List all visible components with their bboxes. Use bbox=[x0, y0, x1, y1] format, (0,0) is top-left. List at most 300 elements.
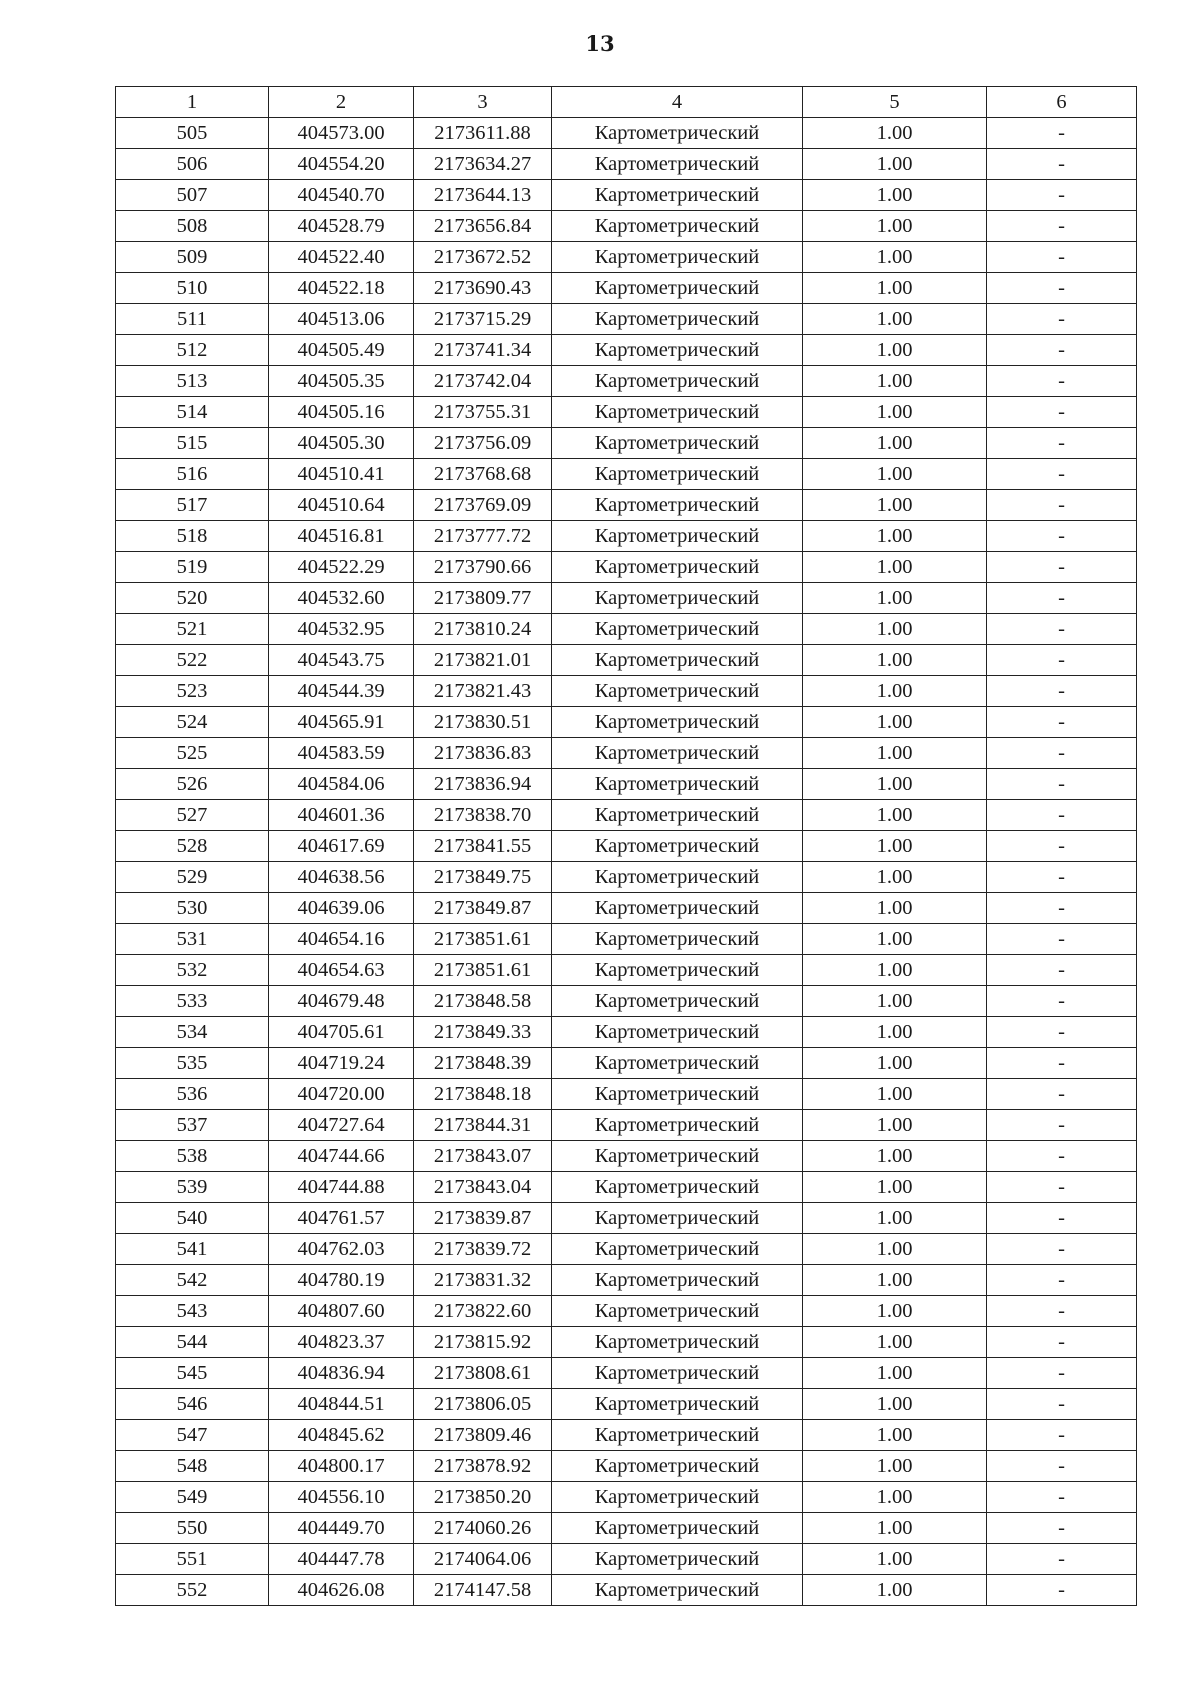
table-body bbox=[116, 118, 1137, 1606]
y-coordinate-cell: 2173672.52 bbox=[414, 242, 552, 273]
table-row bbox=[116, 738, 1137, 769]
method-cell: Картометрический bbox=[552, 428, 803, 459]
method-cell: Картометрический bbox=[552, 552, 803, 583]
y-coordinate-cell: 2173634.27 bbox=[414, 149, 552, 180]
x-coordinate-cell: 404654.16 bbox=[269, 924, 414, 955]
y-coordinate-cell: 2173839.87 bbox=[414, 1203, 552, 1234]
table-row bbox=[116, 893, 1137, 924]
table-row bbox=[116, 645, 1137, 676]
note-cell: - bbox=[987, 1327, 1137, 1358]
method-cell: Картометрический bbox=[552, 676, 803, 707]
table-row bbox=[116, 831, 1137, 862]
point-number-cell: 534 bbox=[116, 1017, 269, 1048]
column-header-5: 5 bbox=[803, 87, 987, 118]
table-row bbox=[116, 1265, 1137, 1296]
accuracy-cell: 1.00 bbox=[803, 211, 987, 242]
table-row bbox=[116, 273, 1137, 304]
x-coordinate-cell: 404565.91 bbox=[269, 707, 414, 738]
note-cell: - bbox=[987, 366, 1137, 397]
note-cell: - bbox=[987, 1079, 1137, 1110]
method-cell: Картометрический bbox=[552, 1327, 803, 1358]
point-number-cell: 547 bbox=[116, 1420, 269, 1451]
y-coordinate-cell: 2173839.72 bbox=[414, 1234, 552, 1265]
note-cell: - bbox=[987, 986, 1137, 1017]
x-coordinate-cell: 404727.64 bbox=[269, 1110, 414, 1141]
x-coordinate-cell: 404510.41 bbox=[269, 459, 414, 490]
y-coordinate-cell: 2173611.88 bbox=[414, 118, 552, 149]
note-cell: - bbox=[987, 1544, 1137, 1575]
accuracy-cell: 1.00 bbox=[803, 986, 987, 1017]
x-coordinate-cell: 404719.24 bbox=[269, 1048, 414, 1079]
x-coordinate-cell: 404505.16 bbox=[269, 397, 414, 428]
x-coordinate-cell: 404556.10 bbox=[269, 1482, 414, 1513]
method-cell: Картометрический bbox=[552, 614, 803, 645]
x-coordinate-cell: 404720.00 bbox=[269, 1079, 414, 1110]
page-number: 13 bbox=[585, 31, 615, 56]
point-number-cell: 548 bbox=[116, 1451, 269, 1482]
accuracy-cell: 1.00 bbox=[803, 1079, 987, 1110]
y-coordinate-cell: 2173849.87 bbox=[414, 893, 552, 924]
table-row bbox=[116, 1358, 1137, 1389]
method-cell: Картометрический bbox=[552, 707, 803, 738]
y-coordinate-cell: 2173690.43 bbox=[414, 273, 552, 304]
accuracy-cell: 1.00 bbox=[803, 1172, 987, 1203]
x-coordinate-cell: 404522.29 bbox=[269, 552, 414, 583]
point-number-cell: 533 bbox=[116, 986, 269, 1017]
table-row bbox=[116, 242, 1137, 273]
method-cell: Картометрический bbox=[552, 955, 803, 986]
method-cell: Картометрический bbox=[552, 490, 803, 521]
point-number-cell: 544 bbox=[116, 1327, 269, 1358]
table-row bbox=[116, 304, 1137, 335]
y-coordinate-cell: 2173848.58 bbox=[414, 986, 552, 1017]
point-number-cell: 505 bbox=[116, 118, 269, 149]
table-row bbox=[116, 521, 1137, 552]
note-cell: - bbox=[987, 1017, 1137, 1048]
note-cell: - bbox=[987, 1172, 1137, 1203]
accuracy-cell: 1.00 bbox=[803, 738, 987, 769]
x-coordinate-cell: 404544.39 bbox=[269, 676, 414, 707]
column-header-6: 6 bbox=[987, 87, 1137, 118]
y-coordinate-cell: 2173851.61 bbox=[414, 924, 552, 955]
method-cell: Картометрический bbox=[552, 800, 803, 831]
x-coordinate-cell: 404528.79 bbox=[269, 211, 414, 242]
y-coordinate-cell: 2173843.04 bbox=[414, 1172, 552, 1203]
table-row bbox=[116, 800, 1137, 831]
method-cell: Картометрический bbox=[552, 862, 803, 893]
x-coordinate-cell: 404845.62 bbox=[269, 1420, 414, 1451]
method-cell: Картометрический bbox=[552, 1234, 803, 1265]
point-number-cell: 513 bbox=[116, 366, 269, 397]
y-coordinate-cell: 2173836.94 bbox=[414, 769, 552, 800]
point-number-cell: 525 bbox=[116, 738, 269, 769]
note-cell: - bbox=[987, 304, 1137, 335]
point-number-cell: 546 bbox=[116, 1389, 269, 1420]
point-number-cell: 543 bbox=[116, 1296, 269, 1327]
note-cell: - bbox=[987, 1389, 1137, 1420]
y-coordinate-cell: 2173821.43 bbox=[414, 676, 552, 707]
table-row bbox=[116, 1482, 1137, 1513]
y-coordinate-cell: 2173742.04 bbox=[414, 366, 552, 397]
x-coordinate-cell: 404516.81 bbox=[269, 521, 414, 552]
point-number-cell: 516 bbox=[116, 459, 269, 490]
x-coordinate-cell: 404540.70 bbox=[269, 180, 414, 211]
point-number-cell: 514 bbox=[116, 397, 269, 428]
accuracy-cell: 1.00 bbox=[803, 149, 987, 180]
point-number-cell: 535 bbox=[116, 1048, 269, 1079]
x-coordinate-cell: 404626.08 bbox=[269, 1575, 414, 1606]
point-number-cell: 536 bbox=[116, 1079, 269, 1110]
y-coordinate-cell: 2173821.01 bbox=[414, 645, 552, 676]
x-coordinate-cell: 404532.95 bbox=[269, 614, 414, 645]
method-cell: Картометрический bbox=[552, 1048, 803, 1079]
y-coordinate-cell: 2173741.34 bbox=[414, 335, 552, 366]
point-number-cell: 537 bbox=[116, 1110, 269, 1141]
x-coordinate-cell: 404449.70 bbox=[269, 1513, 414, 1544]
x-coordinate-cell: 404543.75 bbox=[269, 645, 414, 676]
point-number-cell: 510 bbox=[116, 273, 269, 304]
table-row bbox=[116, 769, 1137, 800]
note-cell: - bbox=[987, 211, 1137, 242]
note-cell: - bbox=[987, 614, 1137, 645]
accuracy-cell: 1.00 bbox=[803, 1544, 987, 1575]
accuracy-cell: 1.00 bbox=[803, 552, 987, 583]
table-row bbox=[116, 924, 1137, 955]
x-coordinate-cell: 404705.61 bbox=[269, 1017, 414, 1048]
y-coordinate-cell: 2173815.92 bbox=[414, 1327, 552, 1358]
accuracy-cell: 1.00 bbox=[803, 893, 987, 924]
method-cell: Картометрический bbox=[552, 1141, 803, 1172]
note-cell: - bbox=[987, 955, 1137, 986]
x-coordinate-cell: 404823.37 bbox=[269, 1327, 414, 1358]
accuracy-cell: 1.00 bbox=[803, 242, 987, 273]
method-cell: Картометрический bbox=[552, 180, 803, 211]
point-number-cell: 531 bbox=[116, 924, 269, 955]
method-cell: Картометрический bbox=[552, 1482, 803, 1513]
table-header-row bbox=[116, 87, 1137, 118]
note-cell: - bbox=[987, 1234, 1137, 1265]
point-number-cell: 509 bbox=[116, 242, 269, 273]
note-cell: - bbox=[987, 1575, 1137, 1606]
table-row bbox=[116, 1110, 1137, 1141]
point-number-cell: 532 bbox=[116, 955, 269, 986]
accuracy-cell: 1.00 bbox=[803, 862, 987, 893]
x-coordinate-cell: 404762.03 bbox=[269, 1234, 414, 1265]
accuracy-cell: 1.00 bbox=[803, 1575, 987, 1606]
point-number-cell: 541 bbox=[116, 1234, 269, 1265]
method-cell: Картометрический bbox=[552, 459, 803, 490]
y-coordinate-cell: 2173644.13 bbox=[414, 180, 552, 211]
accuracy-cell: 1.00 bbox=[803, 1048, 987, 1079]
note-cell: - bbox=[987, 118, 1137, 149]
x-coordinate-cell: 404573.00 bbox=[269, 118, 414, 149]
point-number-cell: 506 bbox=[116, 149, 269, 180]
table-row bbox=[116, 1451, 1137, 1482]
y-coordinate-cell: 2173756.09 bbox=[414, 428, 552, 459]
table-row bbox=[116, 1575, 1137, 1606]
table-row bbox=[116, 1296, 1137, 1327]
note-cell: - bbox=[987, 583, 1137, 614]
point-number-cell: 511 bbox=[116, 304, 269, 335]
accuracy-cell: 1.00 bbox=[803, 304, 987, 335]
y-coordinate-cell: 2173808.61 bbox=[414, 1358, 552, 1389]
x-coordinate-cell: 404522.18 bbox=[269, 273, 414, 304]
y-coordinate-cell: 2173768.68 bbox=[414, 459, 552, 490]
point-number-cell: 507 bbox=[116, 180, 269, 211]
table-row bbox=[116, 1544, 1137, 1575]
note-cell: - bbox=[987, 1203, 1137, 1234]
note-cell: - bbox=[987, 738, 1137, 769]
table-row bbox=[116, 1513, 1137, 1544]
y-coordinate-cell: 2173806.05 bbox=[414, 1389, 552, 1420]
point-number-cell: 520 bbox=[116, 583, 269, 614]
table-row bbox=[116, 1234, 1137, 1265]
note-cell: - bbox=[987, 800, 1137, 831]
method-cell: Картометрический bbox=[552, 1265, 803, 1296]
y-coordinate-cell: 2173715.29 bbox=[414, 304, 552, 335]
accuracy-cell: 1.00 bbox=[803, 180, 987, 211]
x-coordinate-cell: 404744.66 bbox=[269, 1141, 414, 1172]
accuracy-cell: 1.00 bbox=[803, 273, 987, 304]
accuracy-cell: 1.00 bbox=[803, 1234, 987, 1265]
note-cell: - bbox=[987, 1296, 1137, 1327]
table-row bbox=[116, 707, 1137, 738]
table-row bbox=[116, 1389, 1137, 1420]
note-cell: - bbox=[987, 180, 1137, 211]
table-row bbox=[116, 1203, 1137, 1234]
x-coordinate-cell: 404807.60 bbox=[269, 1296, 414, 1327]
accuracy-cell: 1.00 bbox=[803, 583, 987, 614]
point-number-cell: 530 bbox=[116, 893, 269, 924]
method-cell: Картометрический bbox=[552, 1451, 803, 1482]
table-row bbox=[116, 1048, 1137, 1079]
note-cell: - bbox=[987, 676, 1137, 707]
x-coordinate-cell: 404522.40 bbox=[269, 242, 414, 273]
note-cell: - bbox=[987, 893, 1137, 924]
note-cell: - bbox=[987, 1451, 1137, 1482]
y-coordinate-cell: 2173810.24 bbox=[414, 614, 552, 645]
accuracy-cell: 1.00 bbox=[803, 1358, 987, 1389]
method-cell: Картометрический bbox=[552, 645, 803, 676]
accuracy-cell: 1.00 bbox=[803, 1482, 987, 1513]
x-coordinate-cell: 404800.17 bbox=[269, 1451, 414, 1482]
table-row bbox=[116, 1079, 1137, 1110]
y-coordinate-cell: 2173849.75 bbox=[414, 862, 552, 893]
method-cell: Картометрический bbox=[552, 583, 803, 614]
method-cell: Картометрический bbox=[552, 1513, 803, 1544]
accuracy-cell: 1.00 bbox=[803, 459, 987, 490]
y-coordinate-cell: 2173809.77 bbox=[414, 583, 552, 614]
y-coordinate-cell: 2174060.26 bbox=[414, 1513, 552, 1544]
y-coordinate-cell: 2173844.31 bbox=[414, 1110, 552, 1141]
x-coordinate-cell: 404583.59 bbox=[269, 738, 414, 769]
note-cell: - bbox=[987, 149, 1137, 180]
x-coordinate-cell: 404505.49 bbox=[269, 335, 414, 366]
x-coordinate-cell: 404844.51 bbox=[269, 1389, 414, 1420]
x-coordinate-cell: 404761.57 bbox=[269, 1203, 414, 1234]
x-coordinate-cell: 404505.35 bbox=[269, 366, 414, 397]
x-coordinate-cell: 404780.19 bbox=[269, 1265, 414, 1296]
column-header-2: 2 bbox=[269, 87, 414, 118]
accuracy-cell: 1.00 bbox=[803, 1265, 987, 1296]
method-cell: Картометрический bbox=[552, 521, 803, 552]
note-cell: - bbox=[987, 831, 1137, 862]
point-number-cell: 523 bbox=[116, 676, 269, 707]
x-coordinate-cell: 404654.63 bbox=[269, 955, 414, 986]
point-number-cell: 551 bbox=[116, 1544, 269, 1575]
point-number-cell: 542 bbox=[116, 1265, 269, 1296]
table-row bbox=[116, 180, 1137, 211]
y-coordinate-cell: 2173841.55 bbox=[414, 831, 552, 862]
method-cell: Картометрический bbox=[552, 273, 803, 304]
accuracy-cell: 1.00 bbox=[803, 1141, 987, 1172]
method-cell: Картометрический bbox=[552, 242, 803, 273]
y-coordinate-cell: 2174147.58 bbox=[414, 1575, 552, 1606]
table-row bbox=[116, 583, 1137, 614]
table-row bbox=[116, 1420, 1137, 1451]
point-number-cell: 521 bbox=[116, 614, 269, 645]
accuracy-cell: 1.00 bbox=[803, 1389, 987, 1420]
method-cell: Картометрический bbox=[552, 924, 803, 955]
table-row bbox=[116, 335, 1137, 366]
note-cell: - bbox=[987, 490, 1137, 521]
accuracy-cell: 1.00 bbox=[803, 428, 987, 459]
accuracy-cell: 1.00 bbox=[803, 366, 987, 397]
x-coordinate-cell: 404505.30 bbox=[269, 428, 414, 459]
table-row bbox=[116, 490, 1137, 521]
point-number-cell: 550 bbox=[116, 1513, 269, 1544]
note-cell: - bbox=[987, 1358, 1137, 1389]
table-row bbox=[116, 614, 1137, 645]
method-cell: Картометрический bbox=[552, 304, 803, 335]
method-cell: Картометрический bbox=[552, 1420, 803, 1451]
x-coordinate-cell: 404836.94 bbox=[269, 1358, 414, 1389]
point-number-cell: 508 bbox=[116, 211, 269, 242]
method-cell: Картометрический bbox=[552, 893, 803, 924]
accuracy-cell: 1.00 bbox=[803, 397, 987, 428]
y-coordinate-cell: 2173838.70 bbox=[414, 800, 552, 831]
method-cell: Картометрический bbox=[552, 1575, 803, 1606]
x-coordinate-cell: 404447.78 bbox=[269, 1544, 414, 1575]
y-coordinate-cell: 2173755.31 bbox=[414, 397, 552, 428]
table-row bbox=[116, 366, 1137, 397]
method-cell: Картометрический bbox=[552, 831, 803, 862]
accuracy-cell: 1.00 bbox=[803, 335, 987, 366]
point-number-cell: 519 bbox=[116, 552, 269, 583]
accuracy-cell: 1.00 bbox=[803, 924, 987, 955]
accuracy-cell: 1.00 bbox=[803, 1327, 987, 1358]
point-number-cell: 538 bbox=[116, 1141, 269, 1172]
note-cell: - bbox=[987, 1420, 1137, 1451]
accuracy-cell: 1.00 bbox=[803, 1017, 987, 1048]
method-cell: Картометрический bbox=[552, 769, 803, 800]
method-cell: Картометрический bbox=[552, 366, 803, 397]
note-cell: - bbox=[987, 428, 1137, 459]
table-row bbox=[116, 1172, 1137, 1203]
point-number-cell: 540 bbox=[116, 1203, 269, 1234]
note-cell: - bbox=[987, 242, 1137, 273]
note-cell: - bbox=[987, 862, 1137, 893]
coordinates-table bbox=[115, 86, 1137, 1606]
method-cell: Картометрический bbox=[552, 1203, 803, 1234]
note-cell: - bbox=[987, 552, 1137, 583]
x-coordinate-cell: 404532.60 bbox=[269, 583, 414, 614]
table-row bbox=[116, 986, 1137, 1017]
point-number-cell: 529 bbox=[116, 862, 269, 893]
method-cell: Картометрический bbox=[552, 1079, 803, 1110]
point-number-cell: 517 bbox=[116, 490, 269, 521]
accuracy-cell: 1.00 bbox=[803, 521, 987, 552]
y-coordinate-cell: 2173831.32 bbox=[414, 1265, 552, 1296]
table-row bbox=[116, 118, 1137, 149]
table-row bbox=[116, 459, 1137, 490]
accuracy-cell: 1.00 bbox=[803, 645, 987, 676]
table-row bbox=[116, 552, 1137, 583]
note-cell: - bbox=[987, 769, 1137, 800]
note-cell: - bbox=[987, 924, 1137, 955]
note-cell: - bbox=[987, 1265, 1137, 1296]
note-cell: - bbox=[987, 521, 1137, 552]
x-coordinate-cell: 404510.64 bbox=[269, 490, 414, 521]
note-cell: - bbox=[987, 1110, 1137, 1141]
point-number-cell: 545 bbox=[116, 1358, 269, 1389]
note-cell: - bbox=[987, 459, 1137, 490]
accuracy-cell: 1.00 bbox=[803, 955, 987, 986]
x-coordinate-cell: 404554.20 bbox=[269, 149, 414, 180]
note-cell: - bbox=[987, 1048, 1137, 1079]
method-cell: Картометрический bbox=[552, 149, 803, 180]
method-cell: Картометрический bbox=[552, 1110, 803, 1141]
accuracy-cell: 1.00 bbox=[803, 614, 987, 645]
table-row bbox=[116, 1141, 1137, 1172]
method-cell: Картометрический bbox=[552, 1296, 803, 1327]
accuracy-cell: 1.00 bbox=[803, 1451, 987, 1482]
method-cell: Картометрический bbox=[552, 335, 803, 366]
note-cell: - bbox=[987, 707, 1137, 738]
point-number-cell: 527 bbox=[116, 800, 269, 831]
table-row bbox=[116, 862, 1137, 893]
table-row bbox=[116, 397, 1137, 428]
note-cell: - bbox=[987, 397, 1137, 428]
y-coordinate-cell: 2173790.66 bbox=[414, 552, 552, 583]
x-coordinate-cell: 404513.06 bbox=[269, 304, 414, 335]
method-cell: Картометрический bbox=[552, 1389, 803, 1420]
column-header-1: 1 bbox=[116, 87, 269, 118]
method-cell: Картометрический bbox=[552, 397, 803, 428]
method-cell: Картометрический bbox=[552, 1358, 803, 1389]
table-row bbox=[116, 428, 1137, 459]
point-number-cell: 524 bbox=[116, 707, 269, 738]
point-number-cell: 512 bbox=[116, 335, 269, 366]
accuracy-cell: 1.00 bbox=[803, 490, 987, 521]
note-cell: - bbox=[987, 1141, 1137, 1172]
x-coordinate-cell: 404617.69 bbox=[269, 831, 414, 862]
accuracy-cell: 1.00 bbox=[803, 769, 987, 800]
x-coordinate-cell: 404679.48 bbox=[269, 986, 414, 1017]
table-row bbox=[116, 149, 1137, 180]
y-coordinate-cell: 2173822.60 bbox=[414, 1296, 552, 1327]
x-coordinate-cell: 404639.06 bbox=[269, 893, 414, 924]
point-number-cell: 515 bbox=[116, 428, 269, 459]
accuracy-cell: 1.00 bbox=[803, 1296, 987, 1327]
table-row bbox=[116, 955, 1137, 986]
note-cell: - bbox=[987, 335, 1137, 366]
y-coordinate-cell: 2173656.84 bbox=[414, 211, 552, 242]
x-coordinate-cell: 404584.06 bbox=[269, 769, 414, 800]
y-coordinate-cell: 2173851.61 bbox=[414, 955, 552, 986]
table-row bbox=[116, 676, 1137, 707]
accuracy-cell: 1.00 bbox=[803, 1513, 987, 1544]
